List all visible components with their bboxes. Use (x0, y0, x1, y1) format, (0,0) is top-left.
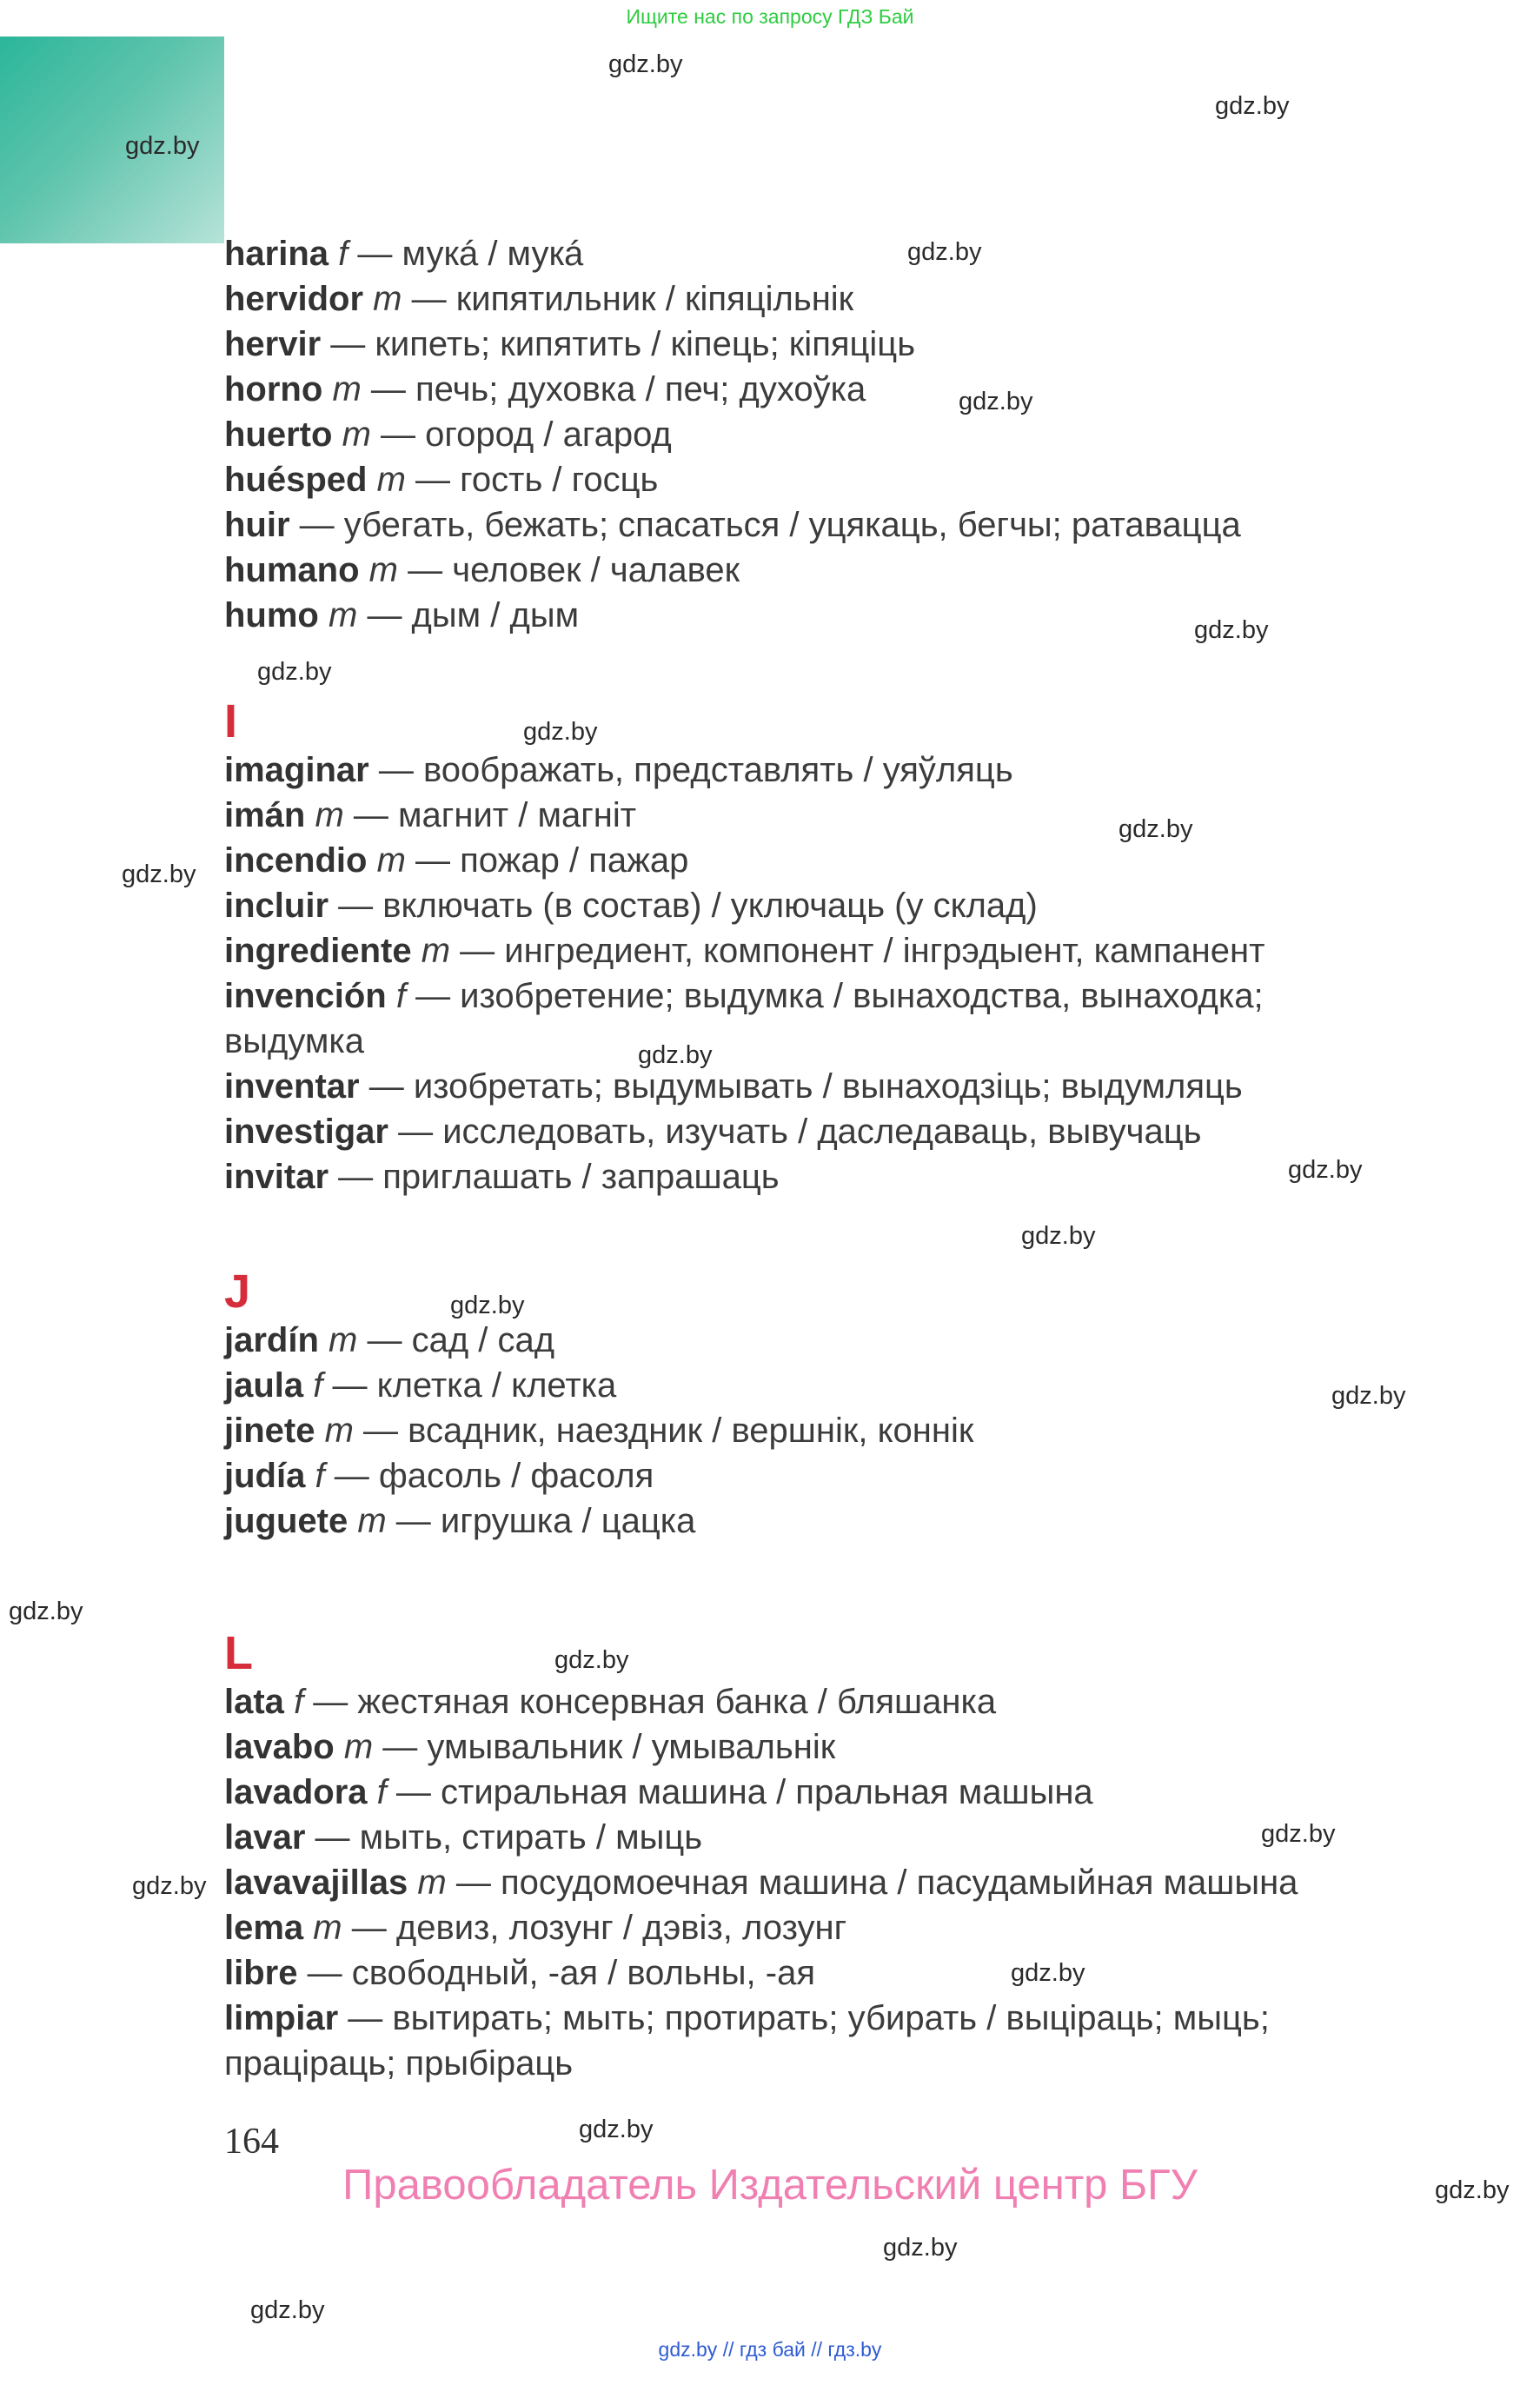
definition: — посудомоечная машина / пасудамыйная машына (446, 1863, 1298, 1902)
headword: invención (224, 977, 387, 1015)
definition: — печь; духовка / печ; духоўка (361, 370, 866, 409)
gender: m (417, 1863, 447, 1902)
gender: m (368, 551, 398, 589)
definition: — пожар / пажар (405, 841, 689, 880)
watermark: gdz.by (9, 1598, 83, 1625)
gender: m (332, 370, 362, 409)
top-banner[interactable]: Ищите нас по запросу ГДЗ Бай (626, 5, 914, 28)
definition: — жестяная консервная банка / бляшанка (303, 1683, 997, 1721)
headword: lata (224, 1683, 284, 1721)
definition: — изобретать; выдумывать / вынаходзіць; выдумляць (359, 1067, 1243, 1106)
gender: m (357, 1502, 387, 1540)
headword: inventar (224, 1067, 360, 1106)
copyright-notice: Правообладатель Издательский центр БГУ (342, 2162, 1198, 2209)
entry (224, 1724, 1389, 1770)
headword: lema (224, 1909, 304, 1947)
headword: jaula (224, 1366, 304, 1405)
gender: f (338, 235, 348, 273)
headword: juguete (224, 1502, 348, 1540)
headword: lavabo (224, 1728, 335, 1766)
entry (224, 1679, 1389, 1724)
headword: horno (224, 370, 323, 409)
watermark: gdz.by (883, 2234, 958, 2262)
gender: f (294, 1683, 304, 1721)
definition: — убегать, бежать; спасаться / уцякаць, бегчы; ратавацца (289, 506, 1241, 544)
section-letter: J (224, 1266, 251, 1318)
watermark: gdz.by (122, 860, 196, 888)
headword: libre (224, 1954, 298, 1992)
watermark: gdz.by (1331, 1382, 1406, 1410)
section-letter: I (224, 695, 238, 747)
definition: — ингредиент, компонент / інгрэдыент, кампанент (450, 932, 1265, 970)
watermark: gdz.by (1194, 616, 1269, 644)
entry (224, 1318, 1389, 1363)
entry (224, 1950, 1389, 1996)
watermark: gdz.by (959, 388, 1033, 415)
watermark: gdz.by (450, 1292, 525, 1319)
watermark: gdz.by (1288, 1156, 1363, 1184)
headword: harina (224, 235, 329, 273)
headword: lavavajillas (224, 1863, 408, 1902)
gender: f (395, 977, 406, 1015)
gender: m (313, 1909, 342, 1947)
watermark: gdz.by (250, 2296, 325, 2324)
headword: jardín (224, 1321, 319, 1359)
definition: — воображать, представлять / уяўляць (368, 751, 1013, 789)
definition: — огород / агарод (370, 415, 672, 454)
headword: hervidor (224, 280, 364, 318)
footer-links[interactable]: gdz.by // гдз бай // гдз.by (658, 2338, 882, 2361)
entry (224, 883, 1389, 928)
definition: — игрушка / цацка (386, 1502, 696, 1540)
headword: imán (224, 796, 306, 834)
definition: — сад / сад (357, 1321, 555, 1359)
entry (224, 367, 1389, 412)
entry (224, 928, 1389, 973)
gender: f (315, 1457, 325, 1495)
gender: f (313, 1366, 323, 1405)
entry (224, 838, 1389, 883)
definition: — магнит / магніт (343, 796, 637, 834)
entry (224, 793, 1389, 838)
watermark: gdz.by (1261, 1820, 1336, 1848)
watermark: gdz.by (1118, 815, 1193, 843)
entry (224, 412, 1389, 457)
headword: invitar (224, 1158, 329, 1196)
definition: — кипеть; кипятить / кіпець; кіпяціць (321, 325, 916, 363)
watermark: gdz.by (554, 1646, 629, 1674)
gender: m (342, 415, 371, 454)
headword: jinete (224, 1412, 315, 1450)
gender: m (376, 461, 406, 499)
headword: limpiar (224, 1999, 339, 2037)
watermark: gdz.by (608, 50, 683, 78)
entry (224, 457, 1389, 502)
headword: huir (224, 506, 290, 544)
entry (224, 1408, 1389, 1453)
page-number: 164 (224, 2122, 279, 2162)
definition: — приглашать / запрашаць (329, 1158, 780, 1196)
gender: m (421, 932, 451, 970)
entry (224, 1154, 1389, 1199)
headword: incluir (224, 887, 329, 925)
entry (224, 973, 1389, 1064)
entry (224, 1860, 1389, 1905)
entry (224, 276, 1389, 322)
headword: incendio (224, 841, 368, 880)
gender: m (376, 841, 406, 880)
entry (224, 1996, 1389, 2086)
section-j (224, 1266, 1389, 1544)
definition: — человек / чалавек (398, 551, 740, 589)
headword: ingrediente (224, 932, 412, 970)
entry (224, 1109, 1389, 1154)
entry (224, 231, 1389, 276)
headword: huésped (224, 461, 368, 499)
entry (224, 322, 1389, 367)
definition: — изобретение; выдумка / вынаходства, вынаходка; выдумка (224, 977, 1264, 1060)
gender: m (373, 280, 402, 318)
headword: lavadora (224, 1773, 368, 1811)
section-h (224, 231, 1389, 638)
definition: — мыть, стирать / мыць (305, 1818, 703, 1857)
definition: — фасоль / фасоля (324, 1457, 654, 1495)
entry (224, 1815, 1389, 1860)
definition: — исследовать, изучать / даследаваць, вывучаць (388, 1113, 1202, 1151)
entry (224, 1498, 1389, 1544)
definition: — вытирать; мыть; протирать; убирать / выціраць; мыць; праціраць; прыбіраць (224, 1999, 1270, 2083)
gender: m (343, 1728, 374, 1766)
headword: humo (224, 596, 319, 634)
headword: judía (224, 1457, 306, 1495)
gender: m (315, 796, 344, 834)
watermark: gdz.by (1011, 1959, 1085, 1987)
watermark: gdz.by (907, 238, 982, 266)
entry (224, 548, 1389, 593)
watermark: gdz.by (1215, 92, 1290, 120)
definition: — свободный, -ая / вольны, -ая (297, 1954, 815, 1992)
definition: — клетка / клетка (322, 1366, 617, 1405)
watermark: gdz.by (579, 2116, 654, 2143)
definition: — умывальник / умывальнік (373, 1728, 836, 1766)
watermark: gdz.by (1435, 2176, 1510, 2204)
definition: — включать (в состав) / уключаць (у склад) (329, 887, 1038, 925)
watermark: gdz.by (638, 1041, 713, 1069)
entry (224, 502, 1389, 548)
gender: f (376, 1773, 387, 1811)
watermark: gdz.by (257, 658, 332, 686)
definition: — мукá / мукá (348, 235, 584, 273)
headword: humano (224, 551, 360, 589)
watermark: gdz.by (125, 132, 200, 160)
section-i (224, 695, 1389, 1199)
watermark: gdz.by (523, 718, 598, 746)
definition: — гость / госць (405, 461, 659, 499)
definition: — девиз, лозунг / дэвіз, лозунг (342, 1909, 847, 1947)
entry (224, 747, 1389, 793)
headword: imaginar (224, 751, 369, 789)
definition: — всадник, наездник / вершнік, коннік (353, 1412, 974, 1450)
gender: m (329, 596, 358, 634)
entry (224, 1363, 1389, 1408)
entry (224, 1905, 1389, 1950)
headword: lavar (224, 1818, 306, 1857)
watermark: gdz.by (1021, 1222, 1096, 1250)
watermark: gdz.by (132, 1872, 207, 1900)
definition: — кипятильник / кіпяцільнік (402, 280, 854, 318)
definition: — стиральная машина / пральная машына (386, 1773, 1093, 1811)
entry (224, 1453, 1389, 1498)
entry (224, 1770, 1389, 1815)
entry (224, 593, 1389, 638)
gender: m (324, 1412, 354, 1450)
dictionary-content (224, 231, 1389, 2086)
section-l (224, 1627, 1389, 2086)
headword: huerto (224, 415, 333, 454)
definition: — дым / дым (357, 596, 580, 634)
section-letter: L (224, 1627, 253, 1679)
gender: m (329, 1321, 358, 1359)
headword: hervir (224, 325, 322, 363)
headword: investigar (224, 1113, 388, 1151)
entry (224, 1064, 1389, 1109)
